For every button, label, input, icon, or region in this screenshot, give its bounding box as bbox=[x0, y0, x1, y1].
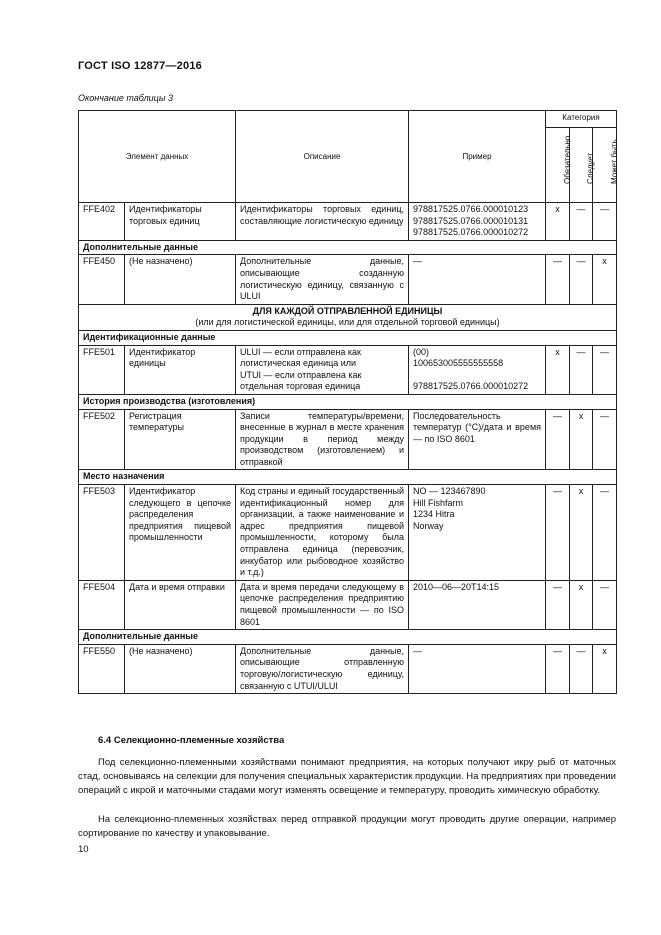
cat-should: — bbox=[570, 345, 593, 394]
table-row bbox=[79, 485, 617, 581]
document-header: ГОСТ ISO 12877—2016 bbox=[78, 60, 202, 72]
cat-should: x bbox=[570, 580, 593, 629]
row-code: FFE550 bbox=[79, 644, 125, 693]
col-header-example: Пример bbox=[409, 111, 546, 203]
group-row: Дополнительные данные bbox=[79, 630, 617, 645]
cat-may: — bbox=[593, 345, 617, 394]
row-description: Записи температуры/времени, внесенные в журнал в месте хранения продукции в период между производством (изготовлением) и отправкой bbox=[236, 409, 409, 470]
col-header-required: Обязательно bbox=[546, 128, 570, 203]
table-header-row bbox=[79, 111, 617, 128]
unit-title: ДЛЯ КАЖДОЙ ОТПРАВЛЕННОЙ ЕДИНИЦЫ bbox=[252, 305, 443, 316]
cat-may: x bbox=[593, 255, 617, 304]
cat-required: — bbox=[546, 485, 570, 581]
row-name: Регистрация температуры bbox=[125, 409, 236, 470]
row-code: FFE402 bbox=[79, 203, 125, 241]
paragraph: Под селекционно-племенными хозяйствами понимают предприятия, на которых получают икру рыб от маточных стад, основываясь на селекции для получения специальных характеристик продукции. На предприятиях при проведении операций с икрой и маточными стадами могут изменять освещение и температуру, проводить химическую обработку. bbox=[78, 757, 616, 796]
row-code: FFE502 bbox=[79, 409, 125, 470]
row-example: (00) 100653005555555558 978817525.0766.000010272 bbox=[409, 345, 546, 394]
row-description: Дата и время передачи следующему в цепочке распределения предприятию пищевой промышленности — по ISO 8601 bbox=[236, 580, 409, 629]
group-row: Идентификационные данные bbox=[79, 330, 617, 345]
row-description: Дополнительные данные, описывающие отправленную торговую/логистическую единицу, связанную с UTUI/ULUI bbox=[236, 644, 409, 693]
cat-should: — bbox=[570, 203, 593, 241]
row-example: — bbox=[409, 255, 546, 304]
group-row: Место назначения bbox=[79, 470, 617, 485]
cat-should: — bbox=[570, 644, 593, 693]
cat-should: x bbox=[570, 485, 593, 581]
cat-required: — bbox=[546, 409, 570, 470]
cat-may: — bbox=[593, 580, 617, 629]
col-header-element: Элемент данных bbox=[79, 111, 236, 203]
row-description: ULUI — если отправлена как логистическая единица или UTUI — если отправлена как отдельная торговая единица bbox=[236, 345, 409, 394]
row-name: (Не назначено) bbox=[125, 644, 236, 693]
row-example: Последовательность температур (°С)/дата и время — по ISO 8601 bbox=[409, 409, 546, 470]
cat-may: x bbox=[593, 644, 617, 693]
cat-required: — bbox=[546, 255, 570, 304]
table-row bbox=[79, 345, 617, 394]
table-row bbox=[79, 580, 617, 629]
row-name: Дата и время отправки bbox=[125, 580, 236, 629]
row-name: (Не назначено) bbox=[125, 255, 236, 304]
cat-required: — bbox=[546, 644, 570, 693]
cat-may: — bbox=[593, 485, 617, 581]
row-name: Идентификатор следующего в цепочке распределения предприятия пищевой промышленности bbox=[125, 485, 236, 581]
row-name: Идентификаторы торговых единиц bbox=[125, 203, 236, 241]
data-table bbox=[78, 110, 617, 694]
unit-subtitle: (или для логистической единицы, или для отдельной торговой единицы) bbox=[195, 317, 500, 328]
table-row bbox=[79, 644, 617, 693]
row-code: FFE504 bbox=[79, 580, 125, 629]
row-description: Код страны и единый государственный идентификационный номер для организации, а также наименование и адрес предприятия пищевой промышленности, которому была отправлена единица (перевозчик, инкубатор или рыбоводное хозяйство и т.д.) bbox=[236, 485, 409, 581]
cat-may: — bbox=[593, 409, 617, 470]
cat-should: x bbox=[570, 409, 593, 470]
row-example: 978817525.0766.000010123 978817525.0766.000010131 978817525.0766.000010272 bbox=[409, 203, 546, 241]
table-caption: Окончание таблицы 3 bbox=[78, 93, 173, 103]
col-header-category: Категория bbox=[546, 111, 617, 128]
row-code: FFE503 bbox=[79, 485, 125, 581]
table-row bbox=[79, 409, 617, 470]
row-description: Дополнительные данные, описывающие созданную логистическую единицу, связанную с ULUI bbox=[236, 255, 409, 304]
group-row: История производства (изготовления) bbox=[79, 394, 617, 409]
row-example: — bbox=[409, 644, 546, 693]
table-row bbox=[79, 255, 617, 304]
cat-required: — bbox=[546, 580, 570, 629]
cat-required: x bbox=[546, 345, 570, 394]
group-row: Дополнительные данные bbox=[79, 240, 617, 255]
table-row bbox=[79, 203, 617, 241]
unit-title-row bbox=[79, 304, 617, 330]
cat-may: — bbox=[593, 203, 617, 241]
row-description: Идентификаторы торговых единиц, составляющие логистическую единицу bbox=[236, 203, 409, 241]
paragraph: На селекционно-племенных хозяйствах перед отправкой продукции могут проводить другие операции, например сортирование по качеству и упаковывание. bbox=[78, 814, 616, 839]
section-title: 6.4 Селекционно-племенные хозяйства bbox=[98, 735, 285, 746]
page-number: 10 bbox=[78, 844, 89, 855]
col-header-may: Может быть bbox=[593, 128, 617, 203]
row-code: FFE450 bbox=[79, 255, 125, 304]
col-header-description: Описание bbox=[236, 111, 409, 203]
cat-required: x bbox=[546, 203, 570, 241]
col-header-should: Следует bbox=[570, 128, 593, 203]
row-example: 2010—06—20T14:15 bbox=[409, 580, 546, 629]
row-code: FFE501 bbox=[79, 345, 125, 394]
row-example: NO — 123467890 Hill Fishfarm 1234 Hitra Norway bbox=[409, 485, 546, 581]
row-name: Идентификатор единицы bbox=[125, 345, 236, 394]
cat-should: — bbox=[570, 255, 593, 304]
